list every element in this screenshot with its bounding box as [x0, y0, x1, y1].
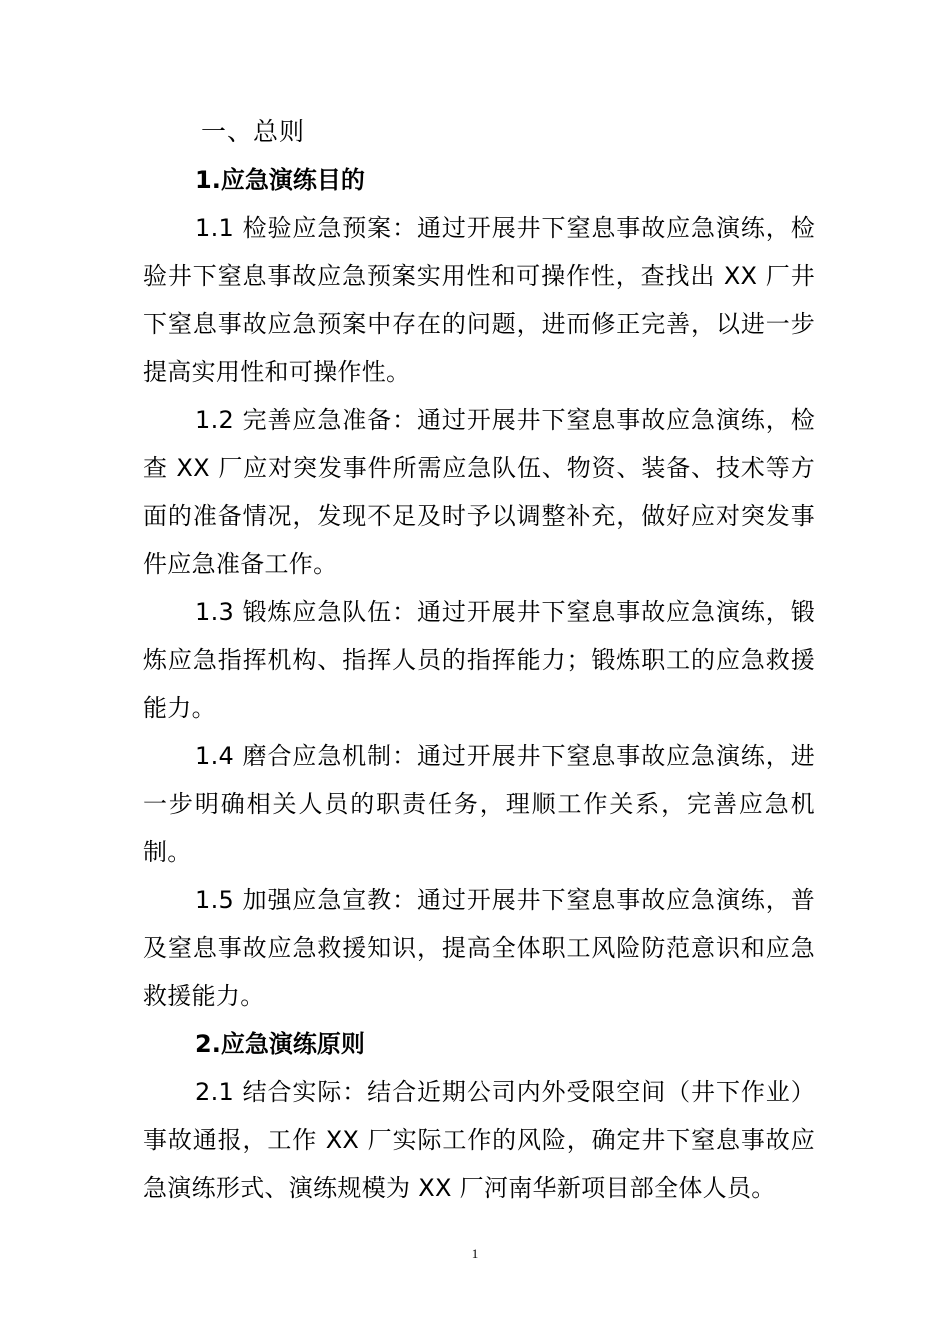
- purpose-item-1-3: 1.3 锻炼应急队伍：通过开展井下窒息事故应急演练，锻炼应急指挥机构、指挥人员的指挥能力；锻炼职工的应急救援能力。: [143, 598, 815, 722]
- purpose-item-1-4: 1.4 磨合应急机制：通过开展井下窒息事故应急演练，进一步明确相关人员的职责任务，理顺工作关系，完善应急机制。: [143, 742, 815, 866]
- purpose-item-1-1: 1.1 检验应急预案：通过开展井下窒息事故应急演练，检验井下窒息事故应急预案实用性和可操作性，查找出 XX 厂井下窒息事故应急预案中存在的问题，进而修正完善，以进一步提高实用性和可操作性。: [143, 214, 815, 386]
- purpose-item-1-5: 1.5 加强应急宣教：通过开展井下窒息事故应急演练，普及窒息事故应急救援知识，提高全体职工风险防范意识和应急救援能力。: [143, 886, 815, 1010]
- section-title: 一、总则: [201, 117, 306, 146]
- principle-heading: 2.应急演练原则: [195, 1030, 365, 1058]
- purpose-item-1-2: 1.2 完善应急准备：通过开展井下窒息事故应急演练，检查 XX 厂应对突发事件所需应急队伍、物资、装备、技术等方面的准备情况，发现不足及时予以调整补充，做好应对突发事件应急准备工作。: [143, 406, 815, 578]
- page-number: 1: [471, 1246, 479, 1261]
- purpose-heading: 1.应急演练目的: [195, 166, 365, 194]
- document-body: [143, 108, 815, 1212]
- principle-item-2-1: 2.1 结合实际：结合近期公司内外受限空间（井下作业）事故通报，工作 XX 厂实际工作的风险，确定井下窒息事故应急演练形式、演练规模为 XX 厂河南华新项目部全体人员。: [143, 1078, 815, 1202]
